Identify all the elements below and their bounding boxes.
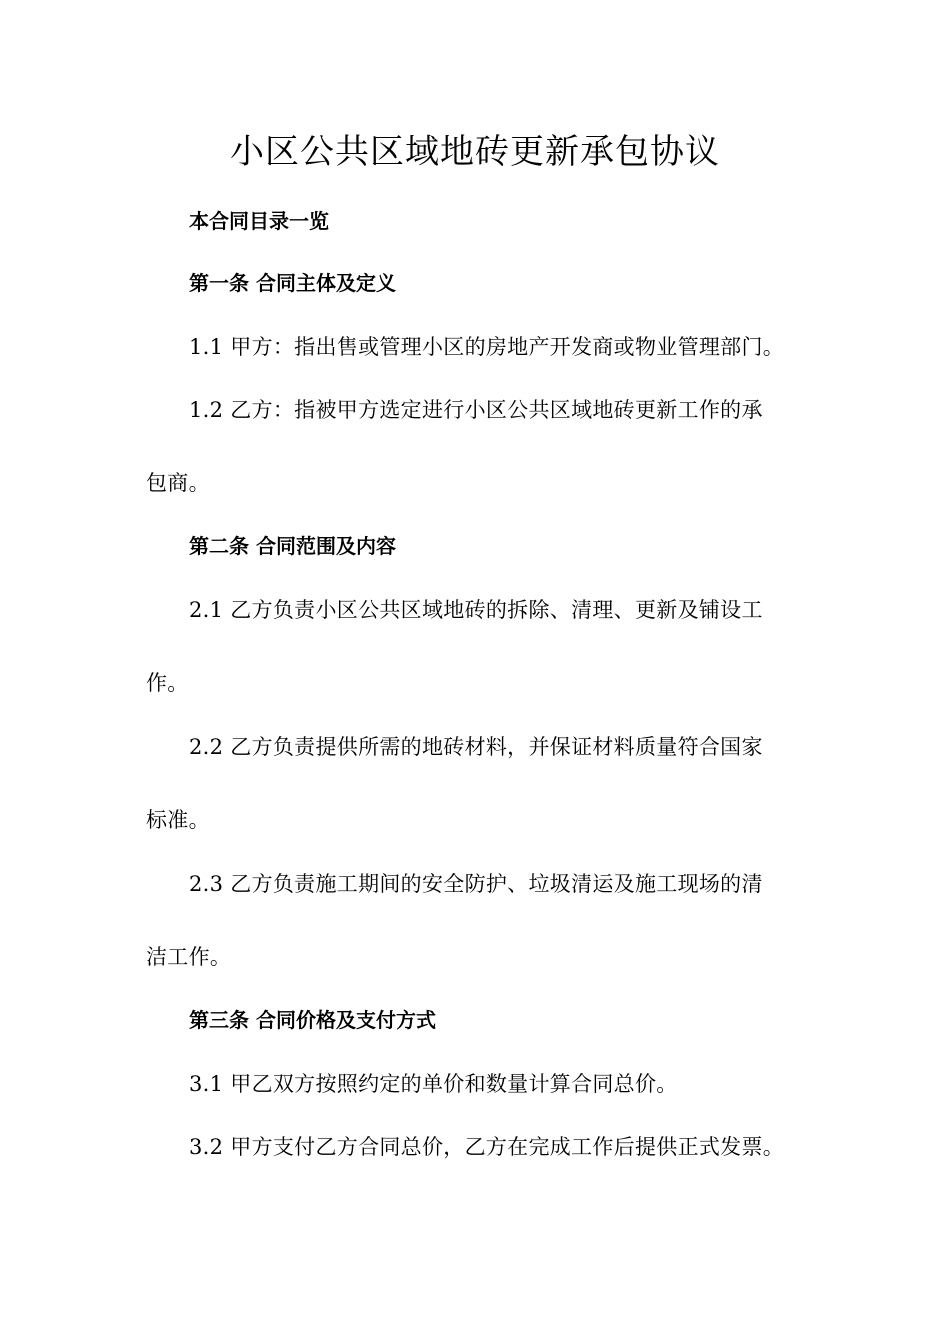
clause-1-2: 1.2 乙方：指被甲方选定进行小区公共区域地砖更新工作的承 <box>189 398 763 422</box>
clause-2-1: 2.1 乙方负责小区公共区域地砖的拆除、清理、更新及铺设工 <box>189 598 763 622</box>
section-heading-3: 第三条 合同价格及支付方式 <box>189 1008 436 1032</box>
clause-2-2-continued: 标准。 <box>146 808 210 832</box>
section-heading-1: 第一条 合同主体及定义 <box>189 271 396 295</box>
clause-3-2: 3.2 甲方支付乙方合同总价，乙方在完成工作后提供正式发票。 <box>189 1135 785 1159</box>
clause-2-3-continued: 洁工作。 <box>146 945 232 969</box>
clause-2-2: 2.2 乙方负责提供所需的地砖材料，并保证材料质量符合国家 <box>189 735 763 759</box>
toc-heading: 本合同目录一览 <box>189 209 329 233</box>
section-heading-2: 第二条 合同范围及内容 <box>189 534 396 558</box>
clause-3-1: 3.1 甲乙双方按照约定的单价和数量计算合同总价。 <box>189 1072 678 1096</box>
clause-2-3: 2.3 乙方负责施工期间的安全防护、垃圾清运及施工现场的清 <box>189 872 763 896</box>
clause-1-2-continued: 包商。 <box>146 471 210 495</box>
document-title: 小区公共区域地砖更新承包协议 <box>230 132 720 172</box>
clause-2-1-continued: 作。 <box>146 671 189 695</box>
clause-1-1: 1.1 甲方：指出售或管理小区的房地产开发商或物业管理部门。 <box>189 335 785 359</box>
